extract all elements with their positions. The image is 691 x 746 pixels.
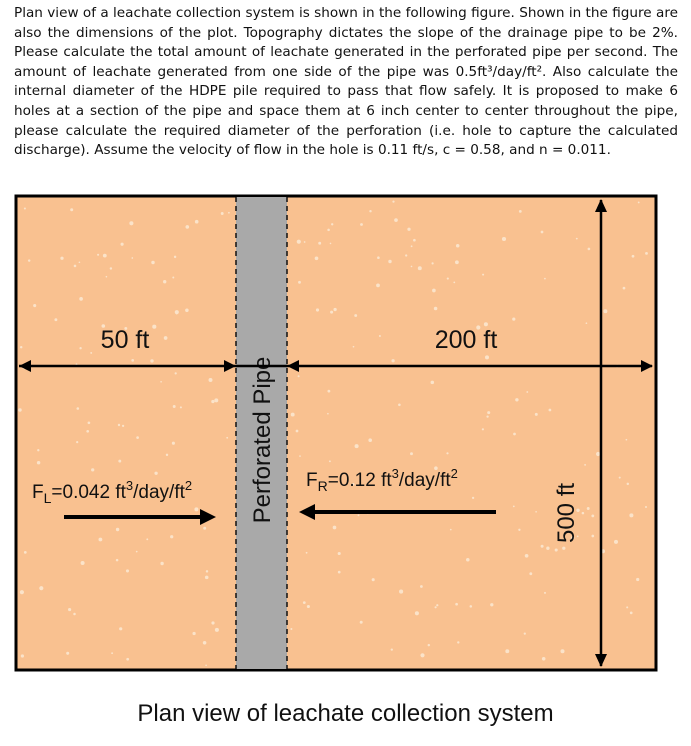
soil-speck [20,346,22,348]
soil-speck [290,628,292,630]
soil-speck [152,325,156,329]
soil-speck [119,627,122,630]
soil-speck [192,632,195,635]
soil-speck [645,506,647,508]
soil-speck [358,514,360,516]
soil-speck [638,201,640,203]
soil-speck [118,424,120,426]
soil-speck [180,406,182,408]
soil-speck [428,644,430,646]
soil-speck [562,547,565,550]
diagram-caption: Plan view of leachate collection system [137,700,554,727]
soil-speck [160,381,162,383]
soil-speck [584,464,586,466]
soil-speck [316,308,319,311]
soil-speck [327,229,330,232]
soil-speck [74,265,77,268]
soil-speck [160,562,163,565]
soil-speck [619,477,621,479]
soil-speck [586,322,588,324]
soil-speck [154,472,157,475]
soil-speck [636,578,639,581]
soil-speck [432,289,436,293]
soil-speck [86,430,89,433]
soil-speck [122,425,124,427]
soil-speck [70,208,73,211]
soil-speck [21,654,24,657]
soil-speck [541,231,544,234]
soil-speck [512,318,515,321]
soil-speck [394,218,398,222]
soil-speck [20,590,24,594]
soil-speck [487,411,490,414]
soil-speck [513,506,515,508]
soil-speck [524,633,526,635]
soil-speck [106,276,108,278]
soil-speck [360,621,363,624]
flux-right-label: $F_R=0.12$ $ft^3/day/ft^2$ [306,466,458,494]
soil-speck [355,444,359,448]
soil-speck [126,569,129,572]
soil-speck [505,649,509,653]
soil-speck [296,430,299,433]
soil-speck [129,221,133,225]
soil-speck [515,398,518,401]
soil-speck [413,239,416,242]
soil-speck [519,210,522,213]
soil-speck [60,257,63,260]
soil-speck [103,254,107,258]
soil-speck [214,398,218,402]
soil-speck [391,648,393,650]
soil-speck [97,254,99,256]
plot-area [16,196,656,670]
soil-speck [418,266,422,270]
soil-speck [645,252,648,255]
soil-speck [304,241,306,243]
soil-speck [587,507,590,510]
soil-speck [37,449,39,451]
soil-speck [450,529,452,531]
soil-speck [446,452,448,454]
soil-speck [211,400,214,403]
soil-speck [76,441,78,443]
soil-speck [298,281,301,284]
soil-speck [526,391,528,393]
soil-speck [456,244,460,248]
soil-speck [435,606,437,608]
soil-speck [131,359,134,362]
soil-speck [376,284,380,288]
soil-speck [369,210,371,212]
soil-speck [88,421,91,424]
soil-speck [327,390,330,393]
soil-speck [632,255,635,258]
soil-speck [77,407,80,410]
soil-speck [399,590,403,594]
soil-speck [33,304,36,307]
soil-speck [79,347,81,349]
soil-speck [98,538,102,542]
soil-speck [24,207,26,209]
soil-speck [131,257,133,259]
soil-speck [398,404,401,407]
soil-speck [39,586,43,590]
soil-speck [164,336,168,340]
soil-speck [411,266,413,268]
soil-speck [591,535,594,538]
soil-speck [420,653,424,657]
soil-speck [482,428,484,430]
soil-speck [392,201,394,203]
soil-speck [163,280,166,283]
soil-speck [333,526,337,530]
soil-speck [315,256,319,260]
soil-speck [410,452,413,455]
soil-speck [24,551,27,554]
soil-speck [195,220,199,224]
soil-speck [411,245,413,247]
soil-speck [90,352,92,354]
soil-speck [297,240,301,244]
soil-speck [333,308,336,311]
soil-speck [603,309,607,313]
soil-speck [79,261,81,263]
soil-speck [211,621,214,624]
soil-speck [172,277,174,279]
soil-speck [54,318,57,321]
soil-speck [303,601,306,604]
soil-speck [126,658,129,661]
soil-speck [170,535,173,538]
soil-speck [630,612,633,615]
soil-speck [582,512,585,515]
pipe-label: Perforated Pipe [249,356,276,524]
soil-speck [353,346,355,348]
soil-speck [555,548,558,551]
soil-speck [596,452,600,456]
soil-speck [360,223,363,226]
soil-speck [623,287,626,290]
soil-speck [175,372,177,374]
soil-speck [185,309,189,313]
soil-speck [28,259,30,261]
soil-speck [91,468,94,471]
soil-speck [166,454,168,456]
soil-speck [318,242,321,245]
soil-speck [535,413,538,416]
soil-speck [420,585,423,588]
soil-speck [150,359,153,362]
soil-speck [37,461,40,464]
soil-speck [525,554,529,558]
soil-speck [116,559,119,562]
soil-speck [172,442,175,445]
soil-speck [291,413,295,417]
soil-speck [68,608,71,611]
soil-speck [588,248,591,251]
soil-speck [331,223,333,225]
soil-speck [175,310,179,314]
soil-speck [205,576,209,580]
soil-speck [73,613,76,616]
soil-speck [354,314,357,317]
problem-statement: Plan view of a leachate collection system is shown in the following figure. Shown in the figure are also the dimensions of the plot. Topography dictates the slope of the drainage pipe to be 2%. Please calculate the total amount of leachate generated in the perforated pipe per second. The amount of leachate generated from one side of the pipe was 0.5ft³/day/ft². Also calculate the internal diameter of the HDPE pile required to pass that flow safely. It is proposed to make 6 holes at a section of the pipe and space them at 6 inch center to center throughout the pipe, please calculate the required diameter of the perforation (i.e. hole to capture the calculated discharge). Assume the velocity of flow in the hole is 0.11 ft/s, c = 0.58, and n = 0.011. [14,5,678,159]
soil-speck [486,415,488,417]
soil-speck [338,552,341,555]
soil-speck [174,256,176,258]
soil-speck [542,657,546,661]
soil-speck [626,606,628,608]
soil-speck [457,641,459,643]
soil-speck [407,228,410,231]
soil-speck [118,460,121,463]
soil-speck [535,511,537,513]
soil-speck [368,438,372,442]
soil-speck [626,439,628,441]
soil-speck [136,551,138,553]
soil-speck [546,547,549,550]
soil-speck [377,256,380,259]
left-width-label: 50 ft [100,326,150,354]
flux-left-label: $F_L=0.042$ $ft^3/day/ft^2$ [32,478,193,506]
soil-speck [111,652,113,654]
soil-speck [121,243,124,246]
soil-speck [379,335,381,337]
soil-speck [576,238,578,240]
soil-speck [431,381,435,385]
soil-speck [194,507,198,511]
soil-speck [372,578,375,581]
soil-speck [307,605,310,608]
soil-speck [490,603,493,606]
soil-speck [228,212,230,214]
soil-speck [447,278,449,280]
soil-speck [203,527,206,530]
soil-speck [306,552,308,554]
height-label: 500 ft [553,482,580,544]
soil-speck [329,460,331,462]
soil-speck [146,538,148,540]
soil-speck [455,603,458,606]
soil-speck [330,243,332,245]
soil-speck [299,455,301,457]
soil-speck [415,611,419,615]
soil-speck [529,572,532,575]
soil-speck [66,652,69,655]
soil-speck [79,297,83,301]
soil-speck [205,664,207,666]
soil-speck [388,260,391,263]
soil-speck [327,413,329,415]
soil-speck [466,558,470,562]
soil-speck [338,571,341,574]
soil-speck [209,378,213,382]
soil-speck [518,529,520,531]
soil-speck [472,497,474,499]
soil-speck [629,513,633,517]
soil-speck [541,545,544,548]
soil-speck [436,604,438,606]
soil-speck [627,483,629,485]
soil-speck [18,408,21,411]
soil-speck [455,260,459,264]
soil-speck [453,282,455,284]
soil-speck [110,267,112,269]
soil-speck [330,311,333,314]
soil-speck [482,274,484,276]
soil-speck [561,649,565,653]
soil-speck [116,528,119,531]
soil-speck [544,592,546,594]
soil-speck [298,375,300,377]
soil-speck [226,437,228,439]
soil-speck [185,225,189,229]
soil-speck [485,355,489,359]
soil-speck [151,261,154,264]
soil-speck [434,307,438,311]
soil-speck [591,515,594,518]
soil-speck [391,359,394,362]
soil-speck [136,436,139,439]
soil-speck [405,254,407,256]
soil-speck [470,605,473,608]
right-width-label: 200 ft [434,326,498,354]
soil-speck [221,212,224,215]
soil-speck [81,561,85,565]
soil-speck [513,433,516,436]
soil-speck [215,628,219,632]
soil-speck [432,262,434,264]
soil-speck [203,641,207,645]
soil-speck [544,278,546,280]
soil-speck [549,409,552,412]
soil-speck [206,570,208,572]
soil-speck [502,237,506,241]
soil-speck [614,540,618,544]
soil-speck [173,405,176,408]
